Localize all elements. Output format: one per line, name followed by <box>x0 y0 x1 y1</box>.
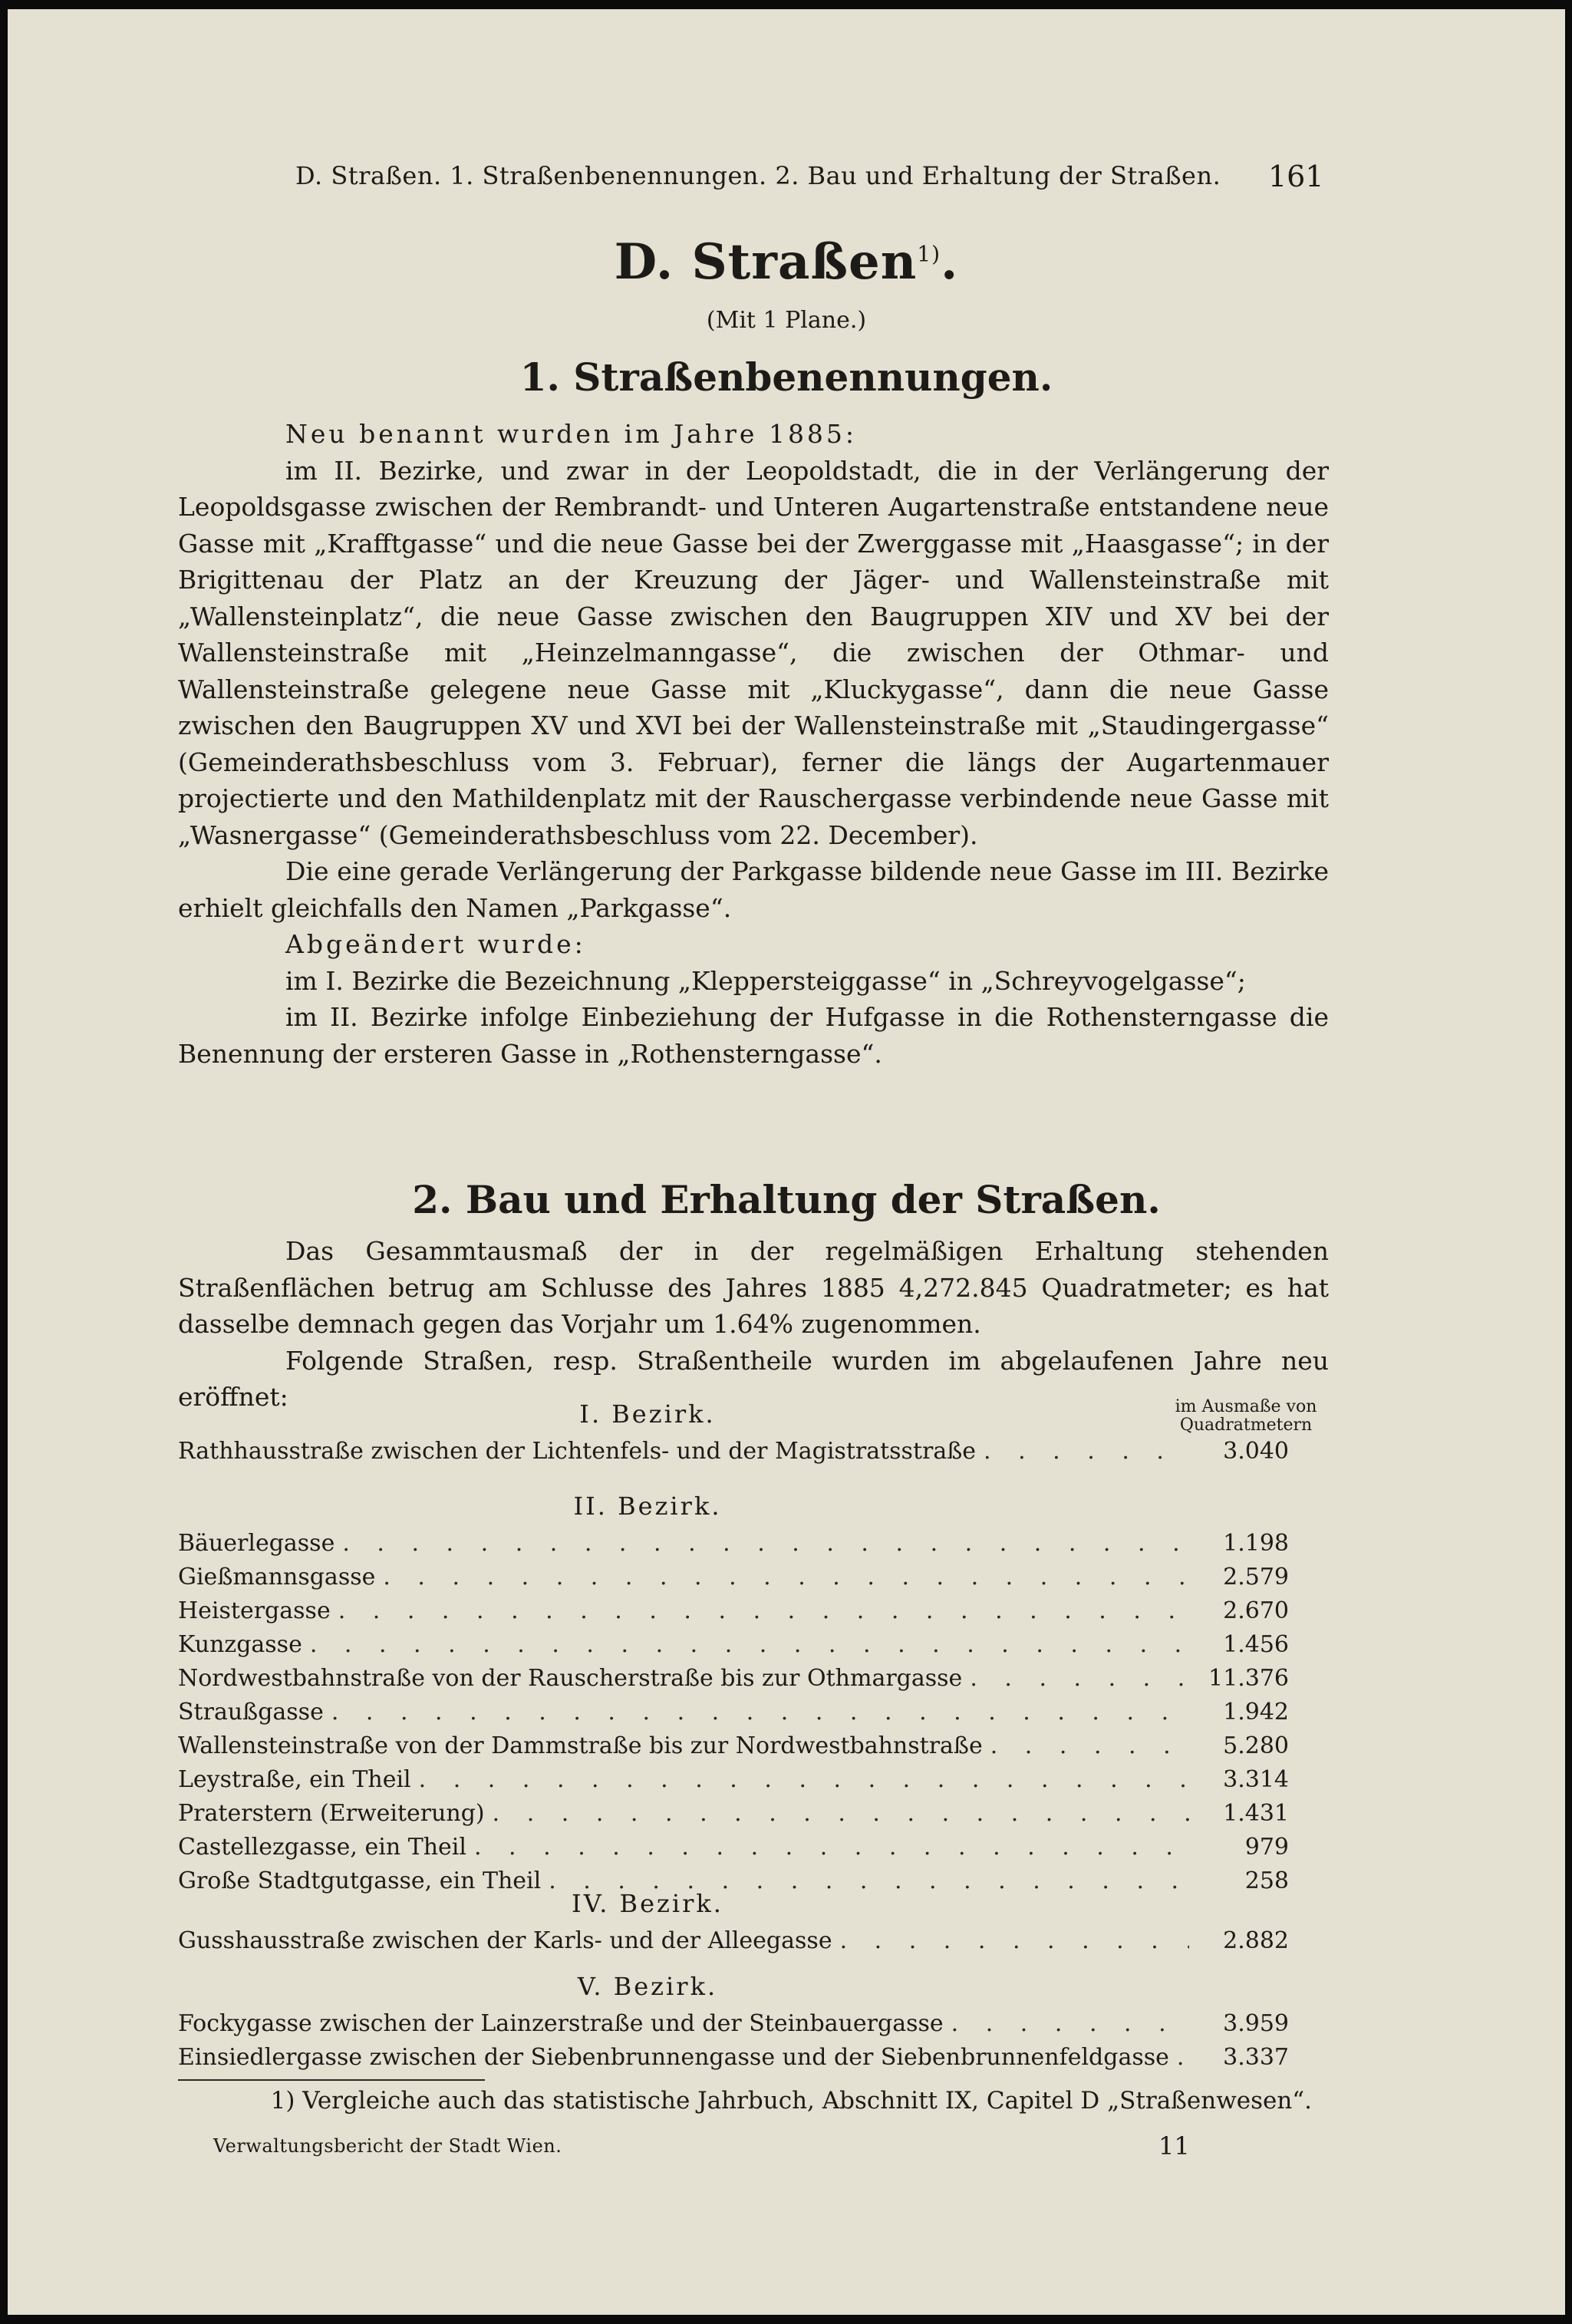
dot-leader <box>331 1699 1189 1726</box>
table-row <box>178 1800 1289 1834</box>
street-name: Nordwestbahnstraße von der Rauscherstraße bis zur Othmargasse <box>178 1665 963 1692</box>
area-value: 3.337 <box>1223 2044 1289 2071</box>
footer-publication: Verwaltungsbericht der Stadt Wien. <box>213 2135 562 2157</box>
footnote-marker: 1) <box>917 241 941 267</box>
street-name: Fockygasse zwischen der Lainzerstraße und der Steinbauergasse <box>178 2010 944 2037</box>
section-title-1: 1. Straßenbenennungen. <box>519 354 1053 400</box>
chapter-subtitle: (Mit 1 Plane.) <box>706 307 867 334</box>
dot-leader <box>493 1800 1189 1827</box>
table-row <box>178 1530 1289 1564</box>
district-heading: IV. Bezirk. <box>572 1889 723 1918</box>
street-name: Einsiedlergasse zwischen der Siebenbrunnengasse und der Siebenbrunnenfeldgasse <box>178 2044 1169 2071</box>
page-number: 161 <box>1268 160 1324 193</box>
dot-leader <box>984 1438 1189 1465</box>
street-name: Rathhausstraße zwischen der Lichtenfels- und der Magistratsstraße <box>178 1438 977 1465</box>
district-heading: V. Bezirk. <box>577 1972 718 2001</box>
chapter-title-text: D. Straßen <box>614 233 918 291</box>
dot-leader <box>970 1665 1189 1692</box>
table-row <box>178 1732 1289 1766</box>
dot-leader <box>990 1732 1189 1759</box>
running-header: D. Straßen. 1. Straßenbenennungen. 2. Bau und Erhaltung der Straßen. <box>295 161 1221 190</box>
document-page <box>8 9 1565 2315</box>
street-name: Praterstern (Erweiterung) <box>178 1800 485 1827</box>
changes-heading: Abgeändert wurde: <box>285 929 586 959</box>
chapter-title <box>8 233 1565 291</box>
street-name: Gusshausstraße zwischen der Karls- und der Alleegasse <box>178 1927 832 1954</box>
dot-leader <box>951 2010 1189 2037</box>
dot-leader <box>310 1631 1189 1658</box>
dot-leader <box>338 1597 1189 1624</box>
district-heading: II. Bezirk. <box>573 1492 722 1521</box>
area-value: 5.280 <box>1223 1732 1289 1759</box>
street-name: Leystraße, ein Theil <box>178 1766 411 1793</box>
area-value: 2.579 <box>1223 1564 1289 1591</box>
street-name: Gießmannsgasse <box>178 1564 376 1591</box>
dot-leader <box>419 1766 1189 1793</box>
section-1-body <box>178 416 1329 1072</box>
street-name: Große Stadtgutgasse, ein Theil <box>178 1867 542 1894</box>
dot-leader <box>1177 2044 1189 2071</box>
dot-leader <box>840 1927 1189 1954</box>
chapter-title-closing: . <box>941 233 959 291</box>
unit-column-header: im Ausmaße von Quadratmetern <box>1175 1397 1317 1435</box>
area-value: 258 <box>1244 1867 1289 1894</box>
street-name: Wallensteinstraße von der Dammstraße bis zur Nordwestbahnstraße <box>178 1732 983 1759</box>
street-name: Heistergasse <box>178 1597 331 1624</box>
area-value: 1.942 <box>1223 1699 1289 1726</box>
table-row <box>178 1564 1289 1597</box>
table-row <box>178 1766 1289 1800</box>
street-name: Kunzgasse <box>178 1631 302 1658</box>
table-row <box>178 1927 1289 1961</box>
table-row <box>178 1699 1289 1732</box>
area-value: 1.431 <box>1223 1800 1289 1827</box>
opened-streets-intro: Folgende Straßen, resp. Straßentheile wurden im abgelaufenen Jahre neu eröffnet: <box>178 1345 1329 1412</box>
section-title-2: 2. Bau und Erhaltung der Straßen. <box>412 1177 1161 1222</box>
table-row <box>178 2044 1289 2078</box>
naming-paragraph-2: Die eine gerade Verlängerung der Parkgasse bildende neue Gasse im III. Bezirke erhielt gleichfalls den Namen „Parkgasse“. <box>178 856 1329 923</box>
area-value: 11.376 <box>1208 1665 1289 1692</box>
street-name: Straußgasse <box>178 1699 324 1726</box>
table-row <box>178 2010 1289 2044</box>
area-value: 979 <box>1244 1834 1289 1861</box>
table-row <box>178 1438 1289 1472</box>
street-name: Bäuerlegasse <box>178 1530 335 1557</box>
area-value: 3.959 <box>1223 2010 1289 2037</box>
footer-signature: 11 <box>1158 2131 1190 2161</box>
area-value: 3.314 <box>1223 1766 1289 1793</box>
street-name: Castellezgasse, ein Theil <box>178 1834 466 1861</box>
dot-leader <box>342 1530 1189 1557</box>
section-2-body <box>178 1233 1329 1416</box>
area-value: 1.456 <box>1223 1631 1289 1658</box>
naming-paragraph-1: im II. Bezirke, und zwar in der Leopoldstadt, die in der Verlängerung der Leopoldsgasse zwischen der Rembrandt- und Unteren Augartenstraße entstandene neue Gasse mit „Krafftgasse“ und die neue Gasse bei der Zwerggasse mit „Haasgasse“; in der Brigittenau der Platz an der Kreuzung der Jäger- und Wallensteinstraße mit „Wallensteinplatz“, die neue Gasse zwischen den Baugruppen XIV und XV bei der Wallensteinstraße mit „Heinzelmanngasse“, die zwischen der Othmar- und Wallensteinstraße gelegene neue Gasse mit „Kluckygasse“, dann die neue Gasse zwischen den Baugruppen XV und XVI bei der Wallensteinstraße mit „Staudingergasse“ (Gemeinderathsbeschluss vom 3. Februar), ferner die längs der Augartenmauer projectierte und den Mathildenplatz mit der Rauschergasse verbindende neue Gasse mit „Wasnergasse“ (Gemeinderathsbeschluss vom 22. December). <box>178 455 1329 850</box>
area-value: 2.670 <box>1223 1597 1289 1624</box>
footnote-rule <box>178 2079 485 2081</box>
dot-leader <box>383 1564 1189 1591</box>
table-row <box>178 1631 1289 1665</box>
change-item-2: im II. Bezirke infolge Einbeziehung der Hufgasse in die Rothensterngasse die Benennung der ersteren Gasse in „Rothensterngasse“. <box>178 1002 1329 1069</box>
intro-paragraph: Neu benannt wurden im Jahre 1885: <box>285 419 858 449</box>
area-value: 2.882 <box>1223 1927 1289 1954</box>
area-value: 1.198 <box>1223 1530 1289 1557</box>
dot-leader <box>474 1834 1189 1861</box>
table-row <box>178 1597 1289 1631</box>
change-item-1: im I. Bezirke die Bezeichnung „Kleppersteiggasse“ in „Schreyvogelgasse“; <box>285 965 1246 996</box>
area-value: 3.040 <box>1223 1438 1289 1465</box>
footnote: 1) Vergleiche auch das statistische Jahrbuch, Abschnitt IX, Capitel D „Straßenwesen“. <box>270 2087 1312 2115</box>
area-paragraph: Das Gesammtausmaß der in der regelmäßigen Erhaltung stehenden Straßenflächen betrug am Schlusse des Jahres 1885 4,272.845 Quadratmeter; es hat dasselbe demnach gegen das Vorjahr um 1.64% zugenommen. <box>178 1236 1329 1339</box>
table-row <box>178 1834 1289 1867</box>
district-heading: I. Bezirk. <box>579 1399 716 1429</box>
table-row <box>178 1665 1289 1699</box>
